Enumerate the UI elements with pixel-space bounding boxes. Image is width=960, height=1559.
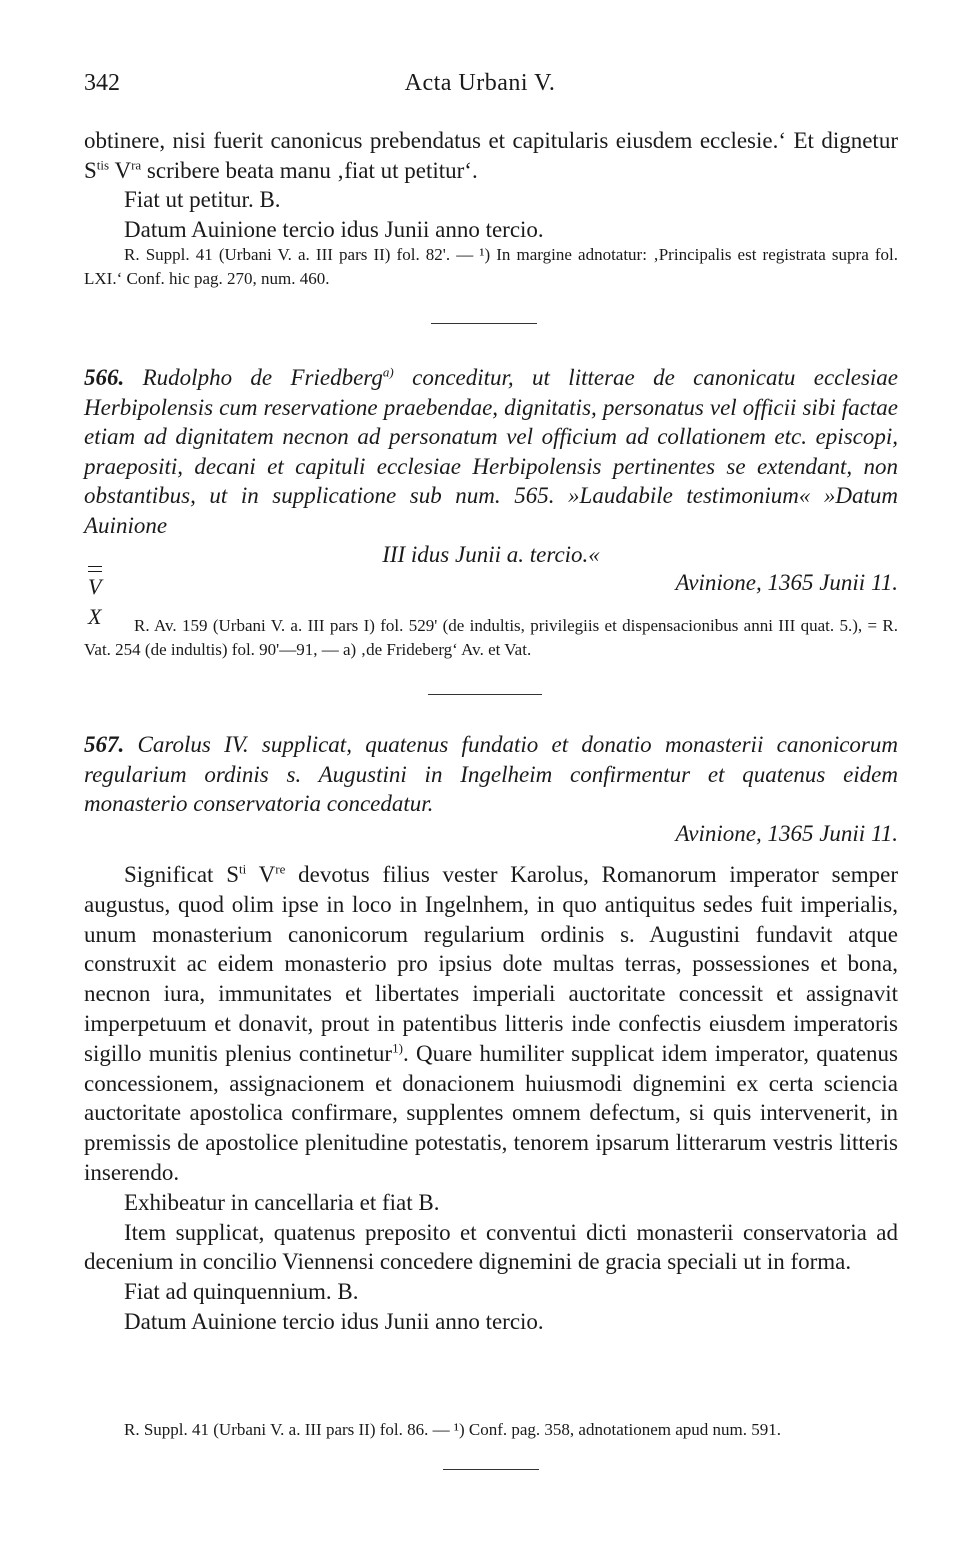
registry-marks: V X [88, 566, 102, 628]
entry-567-dateline: Avinione, 1365 Junii 11. [675, 820, 898, 846]
entry-566-date-quote: III idus Junii a. tercio.« [382, 542, 600, 567]
continuation-paragraph: obtinere, nisi fuerit canonicus prebendatus et capitularis eiusdem ecclesie.‘ Et dignetur $S^{tis}$ $V^{ra}$ scribere beata manu ‚fiat ut petitur‘. [84, 128, 898, 183]
footnote-567: R. Suppl. 41 (Urbani V. a. III pars II) fol. 86. — ¹) Conf. pag. 358, adnotationem apud num. 591. [124, 1420, 781, 1439]
footnote-565: R. Suppl. 41 (Urbani V. a. III pars II) fol. 82'. — ¹) In margine adnotatur: ‚Principalis est registrata supra fol. LXI.‘ Conf. hic pag. 270, num. 460. [84, 245, 898, 288]
fiat-line: Fiat ut petitur. B. [124, 187, 281, 212]
fiat-line: Fiat ad quinquennium. B. [124, 1279, 359, 1305]
entry-566-dateline: Avinione, 1365 Junii 11. [675, 570, 898, 595]
separator [431, 323, 537, 324]
entry-566-regest: 566. Rudolpho de Friedberg$^{a)}$ conceditur, ut litterae de canonicatu ecclesiae Herbipolensis cum reservatione praebendae, dignitatis, personatus vel officii sibi factae etiam ad dignitatem necnon ad personatum vel officium ad collationem etc. episcopi, praepositi, decani et capituli ecclesiae Herbipolensis pertinentes se extendant, non obstantibus, ut in supplicatione sub num. 565. »Laudabile testimonium« »Datum Auinione III idus Junii a. tercio.« [84, 363, 898, 570]
footnote-566: R. Av. 159 (Urbani V. a. III pars I) fol. 529' (de indultis, privilegiis et dispensacionibus anni III quat. 5.), = R. Vat. 254 (de indultis) fol. 90'—91, — a) ‚de Frideberg‘ Av. et Vat. [84, 616, 898, 659]
exhibeatur-line: Exhibeatur in cancellaria et fiat B. [124, 1189, 440, 1215]
entry-567-body [84, 860, 898, 1337]
separator [428, 694, 542, 695]
entry-567-regest: 567. Carolus IV. supplicat, quatenus fundatio et donatio monasterii canonicorum regularium ordinis s. Augustini in Ingelheim confirmentur et quatenus eidem monasterio conservatoria concedatur. Avinione, 1365 Junii 11. [84, 730, 898, 848]
separator [443, 1469, 539, 1470]
entry-number: 567. [84, 732, 125, 757]
running-head [84, 70, 876, 100]
item-paragraph: Item supplicat, quatenus preposito et conventui dicti monasterii conservatoria ad decenium in concilio Viennensi concedere dignemini de gracia speciali ut in forma. [84, 1219, 898, 1275]
page-number: 342 [84, 70, 120, 96]
continuation-text [84, 126, 898, 244]
supplication-paragraph: Significat $S^{ti}$ Vre devotus filius vester Karolus, Romanorum imperator semper augustus, quod olim ipse in loco in Ingelnhem, in quo antiquitus sedes fuit imperialis, unum monasterium canonicorum regularium ordinis s. Augustini fundavit atque construxit ac eidem monasterio pro ipsius dote multas terras, possessiones et bona, necnon iura, immunitates et libertates imperiali auctoritate concessit et assignavit imperpetuum et donavit, prout in patentibus litteris inde confectis eiusdem imperatoris sigillo munitis plenius continetur$^{1)}$. Quare humiliter supplicat idem imperator, quatenus concessionem, assignacionem et donacionem huiusmodi dignemini ex certa sciencia auctoritate apostolica confirmare, supplentes omnem defectum, si quis intervenerit, in premissis de apostolice plenitudine potestatis, tenorem ipsarum litterarum vestris litteris inserendo. [84, 861, 898, 1185]
datum-line: Datum Auinione tercio idus Junii anno tercio. [124, 216, 544, 242]
datum-line: Datum Auinione tercio idus Junii anno tercio. [124, 1308, 544, 1334]
running-title: Acta Urbani V. [404, 70, 556, 96]
entry-number: 566. [84, 365, 125, 390]
